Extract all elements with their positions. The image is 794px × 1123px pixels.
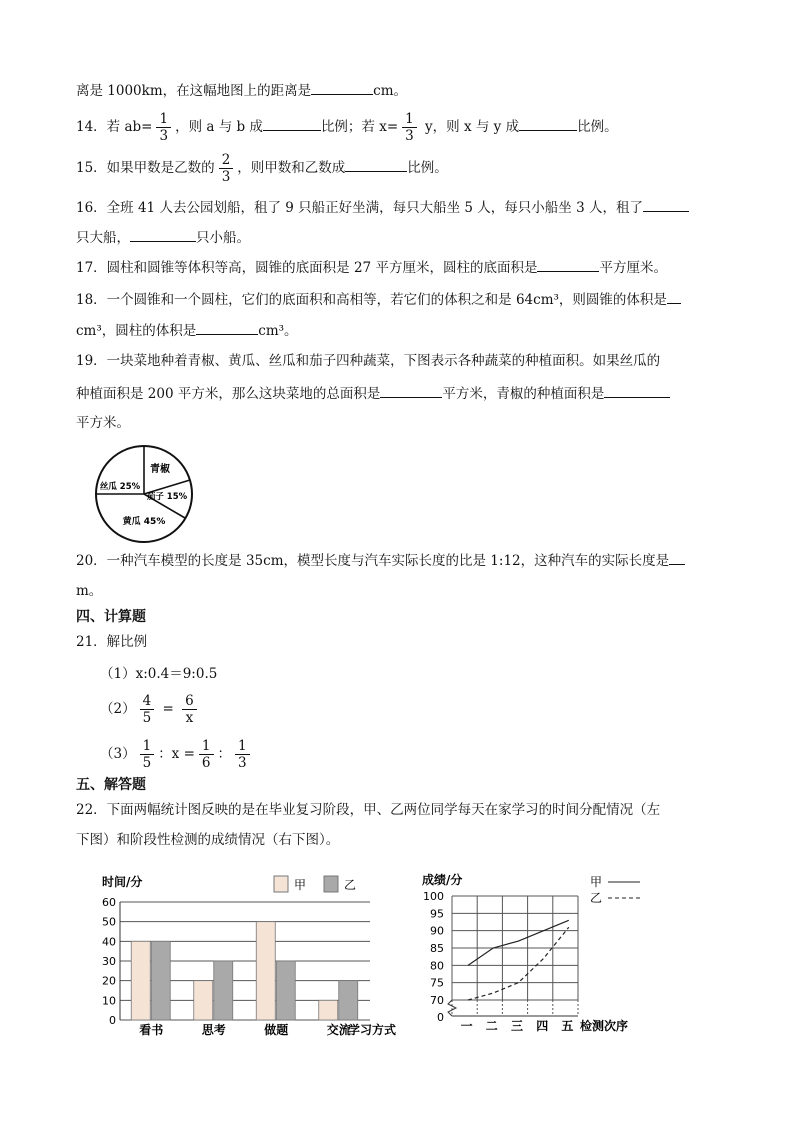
q19-text-d: 平方米。 <box>76 415 130 431</box>
q21-p2-fraction-b: $\frac{6}{x}$ <box>182 693 197 726</box>
vegetable-pie-chart <box>90 442 200 546</box>
q15-text-c: 比例。 <box>407 160 448 176</box>
q21-part-2-label: （2） <box>100 701 136 717</box>
q21-p2-fraction-a: $\frac{4}{5}$ <box>140 693 155 726</box>
bar-甲-做题 <box>256 922 275 1020</box>
q19-text-b: 种植面积是 200 平方米，那么这块菜地的总面积是 <box>76 386 381 402</box>
q21-p3-fraction-b: $\frac{1}{6}$ <box>199 738 214 771</box>
q14-text-c: 比例；若 x= <box>320 119 399 135</box>
bar-y-tick-label: 20 <box>102 974 116 988</box>
q21-title: 21．解比例 <box>76 634 148 650</box>
line-x-axis-label: 检测次序 <box>580 1019 629 1033</box>
line-x-tick-label: 四 <box>536 1019 549 1033</box>
pie-label-qingjiao: 青椒 <box>150 464 170 475</box>
q13-tail <box>76 80 407 101</box>
line-y-tick-label: 100 <box>423 890 444 903</box>
q13-answer-blank[interactable] <box>311 80 373 95</box>
q13-text: 离是 1000km，在这幅地图上的距离是 <box>76 83 312 99</box>
line-y-axis-label: 成绩/分 <box>422 873 463 887</box>
line-y-tick-label: 0 <box>437 1011 444 1024</box>
line-x-tick-label: 一 <box>460 1019 473 1033</box>
question-19-line-3 <box>76 413 130 433</box>
pie-label-huanggua: 黄瓜 45% <box>122 517 166 527</box>
q19-blank-2[interactable] <box>604 383 670 398</box>
q18-text: 18．一个圆锥和一个圆柱，它们的底面积和高相等，若它们的体积之和是 64cm³，则圆锥的体积是 <box>76 292 667 308</box>
q17-text-a: 17．圆柱和圆锥等体积等高，圆锥的底面积是 27 平方厘米，圆柱的底面积是 <box>76 260 538 276</box>
pie-label-sigua: 丝瓜 25% <box>99 482 141 492</box>
q22-line-2: 下图）和阶段性检测的成绩情况（右下图）。 <box>76 832 340 848</box>
bar-y-tick-label: 10 <box>102 994 116 1008</box>
q21-p2-equals: = <box>162 701 174 717</box>
q16-text: 16．全班 41 人去公园划船，租了 9 只船正好坐满，每只大船坐 5 人，每只小船坐 3 人，租了 <box>76 200 643 216</box>
bar-legend-label: 甲 <box>294 878 307 892</box>
q21-p3-fraction-a: $\frac{1}{5}$ <box>140 738 155 771</box>
q14-text-e: 比例。 <box>577 119 618 135</box>
q19-text: 19．一块菜地种着青椒、黄瓜、丝瓜和茄子四种蔬菜，下图表示各种蔬菜的种植面积。如果丝瓜的 <box>76 353 661 369</box>
q21-p3-mid: ：x = <box>158 746 195 762</box>
bar-legend-swatch-甲 <box>274 876 288 892</box>
q15-blank[interactable] <box>345 157 407 172</box>
q21-p3-colon: ： <box>217 746 231 762</box>
question-19-line-1 <box>76 351 660 371</box>
question-20-line-2 <box>76 581 102 601</box>
pie-label-qiezi: 茄子 15% <box>146 492 188 502</box>
line-x-tick-label: 三 <box>510 1019 524 1033</box>
q21-p3-fraction-c: $\frac{1}{3}$ <box>235 738 250 771</box>
bar-y-tick-label: 0 <box>109 1014 116 1027</box>
q18-text-c: cm³。 <box>258 323 298 339</box>
bar-y-axis-label: 时间/分 <box>102 875 143 889</box>
bar-x-tick-label: 看书 <box>139 1023 164 1036</box>
line-legend-label: 乙 <box>590 891 603 905</box>
bar-乙-做题 <box>276 961 295 1020</box>
q16-text-b: 只大船， <box>76 230 130 246</box>
line-y-tick-label: 95 <box>430 907 444 921</box>
bar-x-tick-label: 交流 <box>326 1023 351 1036</box>
q17-text-b: 平方厘米。 <box>599 260 667 276</box>
bar-legend-label: 乙 <box>344 878 357 892</box>
q18-text-b: cm³，圆柱的体积是 <box>76 323 197 339</box>
line-x-tick-label: 五 <box>561 1019 574 1033</box>
bar-乙-思考 <box>214 961 233 1020</box>
q19-text-c: 平方米，青椒的种植面积是 <box>442 386 605 402</box>
q14-text-d: y，则 x 与 y 成 <box>420 119 520 135</box>
q15-text-b: ，则甲数和乙数成 <box>237 160 346 176</box>
bar-y-tick-label: 60 <box>102 896 116 909</box>
q17-blank[interactable] <box>537 257 599 272</box>
q20-blank[interactable] <box>669 550 685 565</box>
bar-甲-交流 <box>319 1000 338 1020</box>
question-18-line-1 <box>76 289 681 310</box>
q21-part-2 <box>100 690 201 728</box>
question-16-line-1 <box>76 197 689 218</box>
line-y-tick-label: 80 <box>430 959 444 973</box>
question-14 <box>76 108 618 146</box>
question-19-line-2 <box>76 383 670 404</box>
bar-x-axis-label: 学习方式 <box>348 1023 397 1036</box>
question-20-line-1 <box>76 550 685 571</box>
q21-part-3-label: （3） <box>100 746 136 762</box>
bar-乙-交流 <box>339 981 358 1020</box>
q14-blank-2[interactable] <box>519 116 577 131</box>
bar-legend-swatch-乙 <box>324 876 338 892</box>
q14-fraction-2: $\frac{1}{3}$ <box>402 111 417 144</box>
section-4-heading: 四、计算题 <box>76 609 146 625</box>
bar-乙-看书 <box>151 941 170 1020</box>
section-5-heading: 五、解答题 <box>76 777 146 793</box>
q18-blank-1[interactable] <box>667 289 681 304</box>
line-legend-label: 甲 <box>590 875 603 889</box>
question-17 <box>76 257 667 278</box>
bar-y-tick-label: 30 <box>102 955 116 968</box>
q20-unit: m。 <box>76 583 103 599</box>
q22-line-1: 22．下面两幅统计图反映的是在毕业复习阶段，甲、乙两位同学每天在家学习的时间分配情况（左 <box>76 802 661 818</box>
line-x-tick-label: 二 <box>485 1019 498 1033</box>
question-16-line-2 <box>76 227 250 248</box>
q15-text-a: 15．如果甲数是乙数的 <box>76 160 215 176</box>
line-y-tick-label: 85 <box>430 942 444 955</box>
q21-part-1: （1）x:0.4＝9:0.5 <box>100 666 218 682</box>
question-15 <box>76 149 448 187</box>
q15-fraction: $\frac{2}{3}$ <box>219 152 234 185</box>
line-series-乙 <box>468 927 569 1000</box>
q14-text-b: ，则 a 与 b 成 <box>175 119 263 135</box>
bar-甲-看书 <box>131 941 150 1020</box>
line-y-tick-label: 75 <box>430 976 444 990</box>
q14-text-a: 14．若 ab= <box>76 119 153 135</box>
q14-fraction-1: $\frac{1}{3}$ <box>156 111 171 144</box>
test-score-line-chart <box>418 868 648 1036</box>
bar-x-tick-label: 做题 <box>264 1023 289 1036</box>
bar-x-tick-label: 思考 <box>201 1023 226 1036</box>
q18-blank-2[interactable] <box>196 320 258 335</box>
q16-blank-1[interactable] <box>643 197 689 212</box>
q14-blank-1[interactable] <box>263 116 321 131</box>
bar-y-tick-label: 50 <box>102 915 116 929</box>
bar-甲-思考 <box>194 981 213 1020</box>
q16-text-c: 只小船。 <box>196 230 250 246</box>
line-y-tick-label: 90 <box>430 924 444 938</box>
q16-blank-2[interactable] <box>130 227 196 242</box>
line-y-tick-label: 70 <box>430 994 444 1007</box>
q13-unit: cm。 <box>373 83 408 99</box>
line-series-甲 <box>468 920 569 965</box>
bar-y-tick-label: 40 <box>102 935 116 949</box>
study-time-bar-chart <box>98 868 418 1036</box>
q20-text: 20．一种汽车模型的长度是 35cm，模型长度与汽车实际长度的比是 1:12，这种汽车的实际长度是 <box>76 553 670 569</box>
q21-part-3 <box>100 735 254 773</box>
q19-blank-1[interactable] <box>380 383 442 398</box>
question-18-line-2 <box>76 320 298 341</box>
